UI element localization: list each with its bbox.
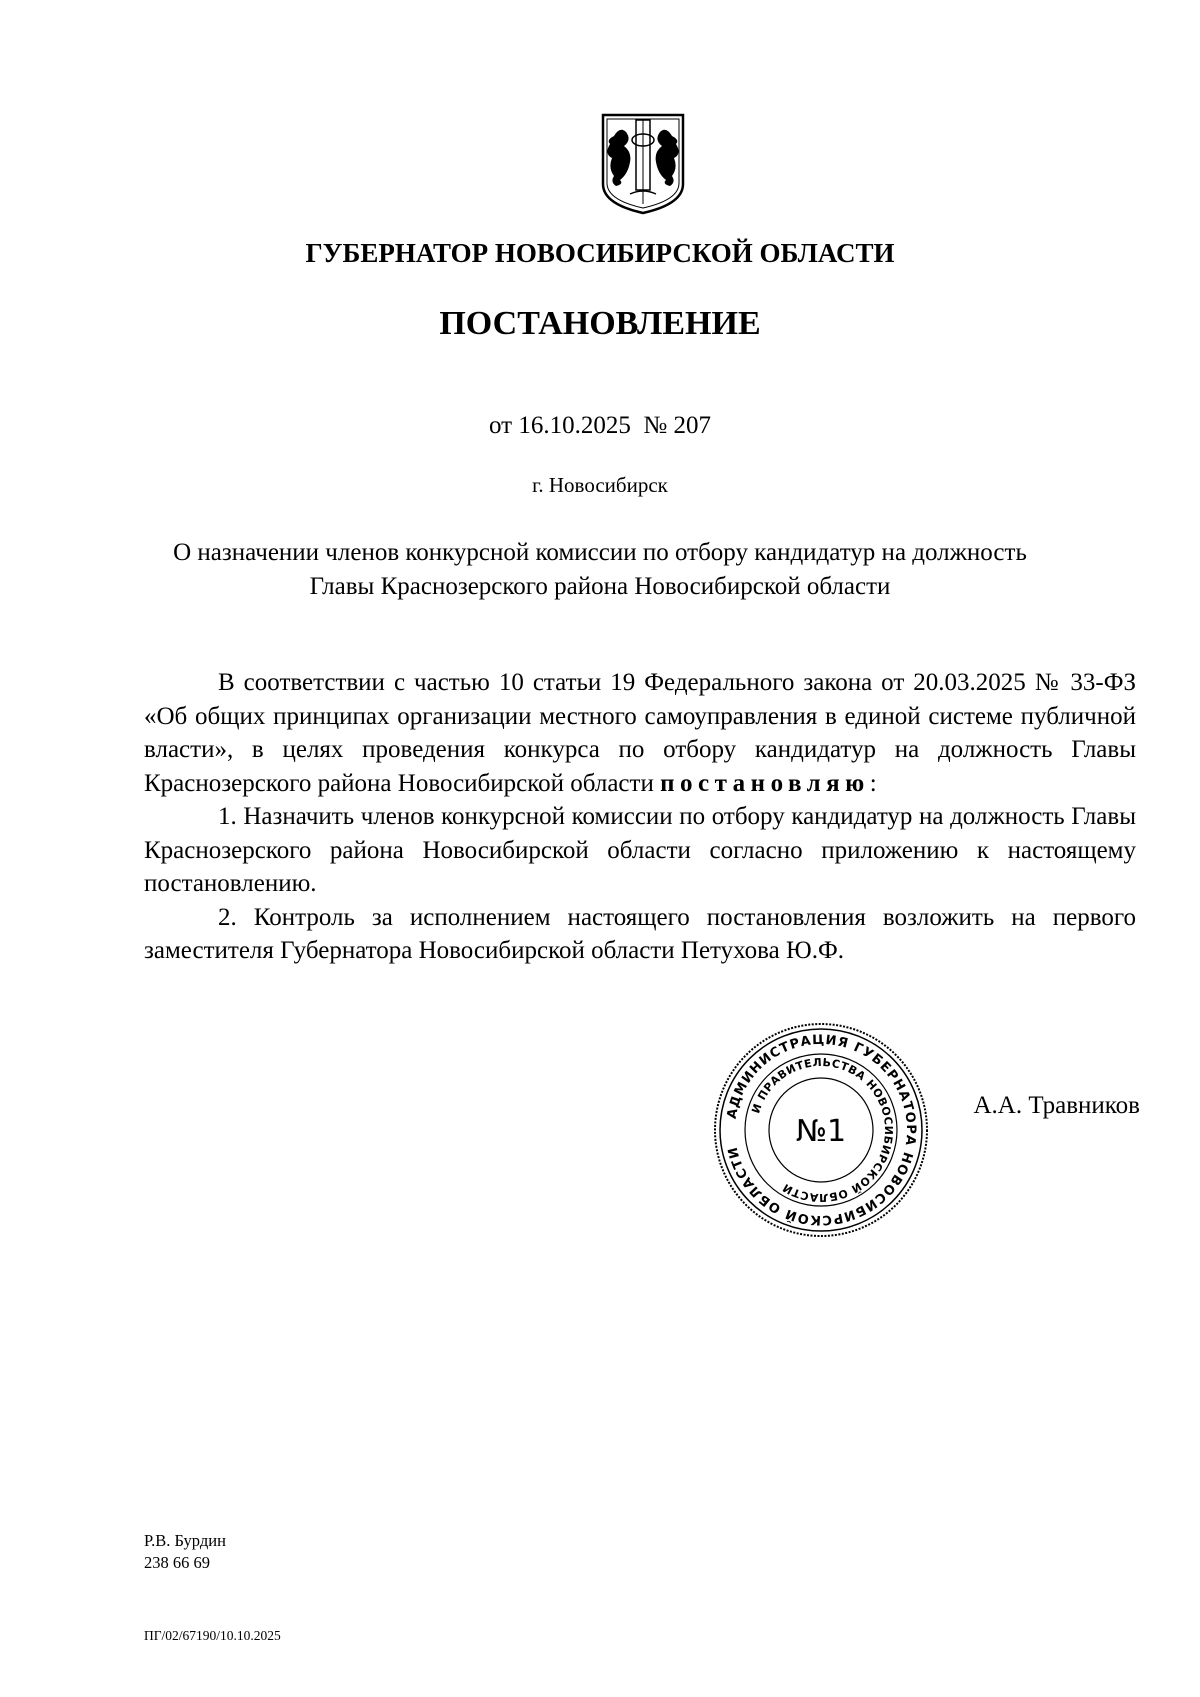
- registration-code: ПГ/02/67190/10.10.2025: [144, 1628, 281, 1643]
- executor-name: Р.В. Бурдин: [144, 1531, 226, 1550]
- issuing-authority: ГУБЕРНАТОР НОВОСИБИРСКОЙ ОБЛАСТИ: [305, 238, 895, 268]
- signer-name: А.А. Травников: [973, 1092, 1140, 1119]
- decree-item-1: 1. Назначить членов конкурсной комиссии по отбору кандидатур на должность Главы Краснозерского района Новосибирской области согласно приложению к настоящему постановлению.: [144, 803, 1136, 897]
- document-date-number: от 16.10.2025 № 207: [489, 412, 711, 439]
- decree-item-2: 2. Контроль за исполнением настоящего постановления возложить на первого заместителя Губернатора Новосибирской области Петухова Ю.Ф.: [144, 903, 1136, 964]
- decree-colon: :: [869, 769, 877, 797]
- document-body: [144, 666, 1136, 968]
- decree-word: постановляю: [660, 769, 870, 797]
- document-city: г. Новосибирск: [532, 473, 668, 497]
- official-seal-stamp: [711, 1020, 931, 1240]
- seal-outer-text: АДМИНИСТРАЦИЯ ГУБЕРНАТОРА НОВОСИБИРСКОЙ ОБЛАСТИ: [724, 1032, 919, 1228]
- seal-number: №1: [795, 1114, 847, 1149]
- document-type-title: ПОСТАНОВЛЕНИЕ: [439, 305, 761, 342]
- subject-line-2: Главы Краснозерского района Новосибирской области: [309, 573, 891, 600]
- executor-phone: 238 66 69: [144, 1553, 210, 1572]
- preamble-text: В соответствии с частью 10 статьи 19 Федерального закона от 20.03.2025 № 33-ФЗ «Об общих принципах организации местного самоуправления в единой системе публичной власти», в целях проведения конкурса по отбору кандидатур на должность Главы Краснозерского района Новосибирской области: [144, 669, 1136, 797]
- preamble-paragraph: [144, 666, 1136, 800]
- subject-line-1: О назначении членов конкурсной комиссии по отбору кандидатур на должность: [173, 539, 1027, 566]
- document-subject: [0, 536, 1200, 604]
- coat-of-arms-emblem: [600, 112, 686, 216]
- seal-inner-text: И ПРАВИТЕЛЬСТВА НОВОСИБИРСКОЙ ОБЛАСТИ: [749, 1055, 896, 1205]
